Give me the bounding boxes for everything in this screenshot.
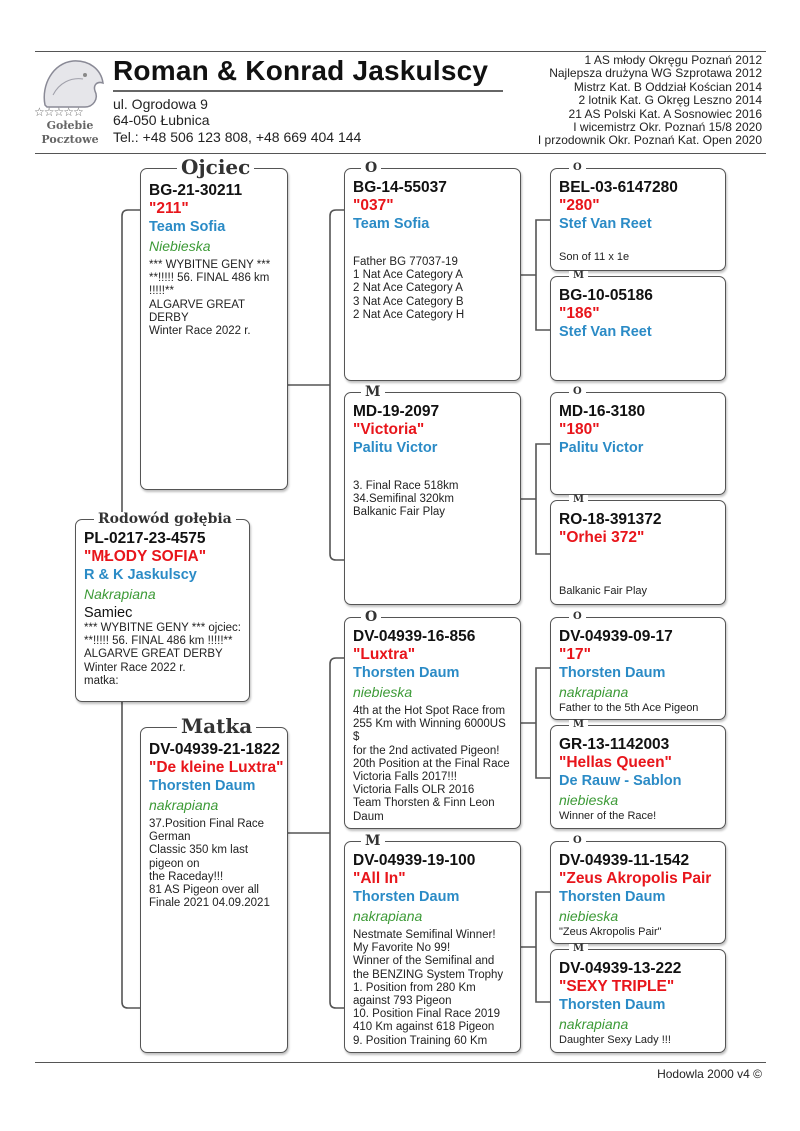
ring-number: RO-18-391372 (559, 511, 662, 528)
pigeon-name: "MŁODY SOFIA" (84, 548, 207, 565)
plumage-color: Nakrapiana (84, 586, 156, 602)
card-label: M (569, 944, 588, 954)
breeder-name: Stef Van Reet (559, 216, 652, 232)
breeder-name: Thorsten Daum (353, 889, 460, 905)
spacer (353, 234, 514, 253)
pigeon-name: "Zeus Akropolis Pair (559, 870, 712, 887)
breeder-name: Team Sofia (353, 216, 430, 232)
spacer (353, 458, 514, 477)
ring-number: GR-13-1142003 (559, 736, 670, 753)
pigeon-card-subject (75, 511, 250, 702)
award-item: Mistrz Kat. B Oddział Kościan 2014 (573, 79, 762, 94)
card-label: M (361, 385, 385, 399)
card-label: O (569, 612, 586, 622)
pigeon-notes: *** WYBITNE GENY *** **!!!!! 56. FINAL 486 km !!!!!** ALGARVE GREAT DERBY Winter Race 2022 r. (149, 259, 271, 338)
ring-number: DV-04939-19-100 (353, 852, 476, 869)
ring-number: BEL-03-6147280 (559, 179, 678, 196)
breeder-name: Thorsten Daum (353, 665, 460, 681)
pigeon-card-paternal-grandfather (344, 160, 521, 381)
logo-stars: ☆☆☆☆☆ (34, 105, 83, 119)
pigeon-card-ggp-mmf (550, 835, 726, 944)
spacer (559, 234, 719, 251)
phone-numbers: Tel.: +48 506 123 808, +48 669 404 144 (113, 129, 362, 145)
pigeon-name: "17" (559, 646, 591, 663)
breeder-name: Team Sofia (149, 219, 226, 235)
card-label: Matka (177, 716, 256, 736)
pigeon-card-ggp-mfm (550, 719, 726, 829)
pigeon-card-mother (140, 714, 288, 1053)
pigeon-card-maternal-grandmother (344, 833, 521, 1053)
award-item: 21 AS Polski Kat. A Sosnowiec 2016 (568, 106, 762, 121)
card-label: Ojciec (177, 157, 254, 177)
connector-father-grandparents (287, 210, 344, 560)
breeder-title: Roman & Konrad Jaskulscy (113, 55, 489, 86)
ring-number: DV-04939-09-17 (559, 628, 673, 645)
breeder-name: Stef Van Reet (559, 324, 652, 340)
breeder-name: Palitu Victor (353, 440, 438, 456)
pigeon-sex: Samiec (84, 605, 133, 621)
pigeon-card-ggp-fmm (550, 494, 726, 605)
pigeon-notes: Daughter Sexy Lady !!! (559, 1034, 671, 1046)
award-item: Najlepsza drużyna WG Szprotawa 2012 (549, 66, 762, 81)
connector-mother-grandparents (287, 658, 344, 1008)
pigeon-notes: Winner of the Race! (559, 810, 657, 822)
plumage-color: nakrapiana (559, 1016, 629, 1032)
connector-ff-parents (520, 220, 550, 330)
pigeon-card-father (140, 155, 288, 490)
plumage-color: nakrapiana (353, 908, 423, 924)
connector-fm-parents (520, 444, 550, 554)
ring-number: MD-16-3180 (559, 403, 646, 420)
pigeon-card-ggp-mff (550, 611, 726, 720)
pigeon-notes: 4th at the Hot Spot Race from 255 Km with Winning 6000US $ for the 2nd activated Pigeon! 20th Position at the Final Race Victoria Falls 2017!!! Victoria Falls OLR 2016 Team Thorsten & Finn Leon Daum (353, 705, 510, 823)
breeder-name: R & K Jaskulscy (84, 567, 197, 583)
pigeon-name: "186" (559, 305, 600, 322)
pigeon-name: "280" (559, 197, 600, 214)
plumage-color: niebieska (559, 792, 619, 808)
pigeon-name: "Luxtra" (353, 646, 416, 663)
breeder-name: Palitu Victor (559, 440, 644, 456)
pigeon-card-maternal-grandfather (344, 609, 521, 829)
pigeon-card-ggp-fmf (550, 386, 726, 495)
logo-text-1: Gołebie (46, 119, 94, 132)
connector-mf-parents (520, 668, 550, 778)
pigeon-notes: Father BG 77037-19 1 Nat Ace Category A 2 Nat Ace Category A 3 Nat Ace Category B 2 Nat Ace Category H (353, 256, 465, 321)
ring-number: BG-14-55037 (353, 179, 447, 196)
award-item: I wicemistrz Okr. Poznań 15/8 2020 (573, 120, 762, 135)
footer-credit: Hodowla 2000 v4 © (657, 1067, 762, 1081)
card-label: M (569, 720, 588, 730)
pigeon-name: "180" (559, 421, 600, 438)
ring-number: MD-19-2097 (353, 403, 440, 420)
ring-number: DV-04939-21-1822 (149, 741, 280, 758)
pigeon-notes: "Zeus Akropolis Pair" (559, 926, 662, 938)
pigeon-name: "Victoria" (353, 421, 425, 438)
breeder-name: Thorsten Daum (559, 665, 666, 681)
card-label: O (569, 387, 586, 397)
card-label: O (361, 610, 381, 624)
breeder-name: Thorsten Daum (149, 778, 256, 794)
award-item: 2 lotnik Kat. G Okręg Leszno 2014 (578, 93, 762, 108)
plumage-color: nakrapiana (559, 684, 629, 700)
ring-number: DV-04939-13-222 (559, 960, 682, 977)
ring-number: DV-04939-16-856 (353, 628, 476, 645)
ring-number: BG-21-30211 (149, 182, 243, 199)
pigeon-notes: Father to the 5th Ace Pigeon (559, 702, 699, 714)
plumage-color: niebieska (353, 684, 413, 700)
card-label: M (361, 834, 385, 848)
award-item: 1 AS młody Okręgu Poznań 2012 (584, 53, 762, 67)
connector-mm-parents (520, 892, 550, 1002)
card-label: O (569, 163, 586, 173)
ring-number: PL-0217-23-4575 (84, 530, 206, 547)
plumage-color: nakrapiana (149, 797, 219, 813)
card-label: O (361, 161, 381, 175)
pigeon-name: "De kleine Luxtra" (149, 759, 284, 776)
breeder-name: De Rauw - Sablon (559, 773, 682, 789)
pigeon-name: "All In" (353, 870, 406, 887)
address-street: ul. Ogrodowa 9 (113, 96, 208, 112)
card-label: M (569, 271, 588, 281)
logo-text-2: Pocztowe (41, 133, 99, 146)
pigeon-card-ggp-mmm (550, 943, 726, 1053)
ring-number: BG-10-05186 (559, 287, 653, 304)
plumage-color: niebieska (559, 908, 619, 924)
card-label: Rodowód gołębia (94, 512, 236, 526)
pigeon-name: "Hellas Queen" (559, 754, 672, 771)
pigeon-name: "211" (149, 200, 189, 217)
pigeon-card-paternal-grandmother (344, 384, 521, 605)
ring-number: DV-04939-11-1542 (559, 852, 690, 869)
pigeon-notes: Son of 11 x 1e (559, 251, 630, 263)
award-item: I przodownik Okr. Poznań Kat. Open 2020 (537, 133, 762, 148)
spacer (559, 547, 719, 585)
pigeon-notes: 3. Final Race 518km 34.Semifinal 320km Balkanic Fair Play (353, 480, 459, 519)
pigeon-name: "037" (353, 197, 394, 214)
address-city: 64-050 Łubnica (113, 112, 210, 128)
pigeon-card-ggp-ffm (550, 270, 726, 381)
breeder-name: Thorsten Daum (559, 889, 666, 905)
plumage-color: Niebieska (149, 238, 211, 254)
pigeon-notes: 37.Position Final Race German Classic 350 km last pigeon on the Raceday!!! 81 AS Pigeon over all Finale 2021 04.09.2021 (149, 818, 270, 910)
breeder-name: Thorsten Daum (559, 997, 666, 1013)
pigeon-notes: Balkanic Fair Play (559, 585, 648, 597)
pigeon-notes: Nestmate Semifinal Winner! My Favorite No 99! Winner of the Semifinal and the BENZING System Trophy 1. Position from 280 Km against 793 Pigeon 10. Position Final Race 2019 410 Km against 618 Pigeon 9. Position Training 60 Km (353, 929, 504, 1047)
card-label: M (569, 495, 588, 505)
pigeon-notes: *** WYBITNE GENY *** ojciec: **!!!!! 56. FINAL 486 km !!!!!** ALGARVE GREAT DERBY Winter Race 2022 r. matka: (84, 622, 242, 687)
card-label: O (569, 836, 586, 846)
pigeon-name: "SEXY TRIPLE" (559, 978, 675, 995)
pigeon-name: "Orhei 372" (559, 529, 645, 546)
pigeon-card-ggp-fff (550, 162, 726, 271)
